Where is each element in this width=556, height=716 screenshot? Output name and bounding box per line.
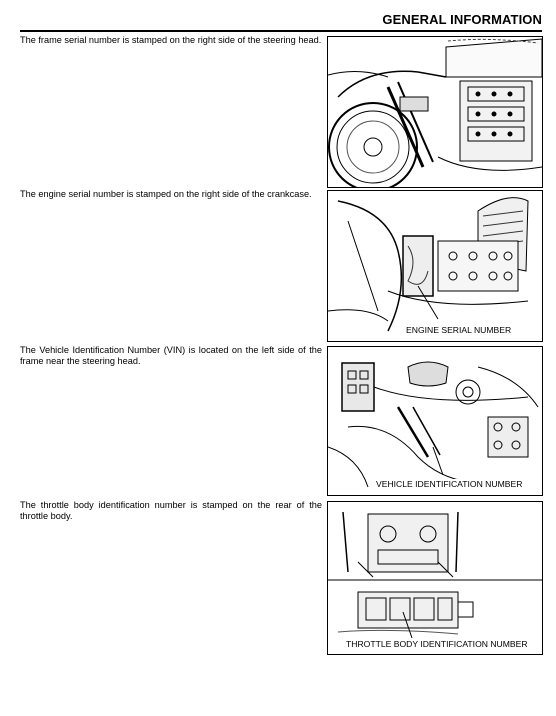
engine-serial-figure: [327, 190, 543, 342]
throttle-body-text: The throttle body identification number is stamped on the rear of the throttle body.: [20, 500, 322, 521]
engine-serial-caption: ENGINE SERIAL NUMBER: [406, 325, 512, 335]
engine-serial-text: The engine serial number is stamped on the right side of the crankcase.: [20, 189, 312, 199]
throttle-body-figure: [327, 501, 543, 655]
engine-serial-illustration: [328, 191, 542, 341]
frame-serial-text: The frame serial number is stamped on the right side of the steering head.: [20, 35, 322, 45]
vin-figure: [327, 346, 543, 496]
throttle-body-caption: THROTTLE BODY IDENTIFICATION NUMBER: [346, 639, 528, 649]
vin-text: The Vehicle Identification Number (VIN) is located on the left side of the frame near the steering head.: [20, 345, 322, 366]
vin-illustration: [328, 347, 542, 495]
header-rule: [20, 30, 542, 32]
page-title: GENERAL INFORMATION: [382, 12, 542, 27]
frame-serial-illustration: [328, 37, 542, 187]
throttle-body-illustration: [328, 502, 542, 654]
frame-serial-figure: [327, 36, 543, 188]
vin-caption: VEHICLE IDENTIFICATION NUMBER: [376, 479, 523, 489]
page-header: [0, 8, 542, 32]
